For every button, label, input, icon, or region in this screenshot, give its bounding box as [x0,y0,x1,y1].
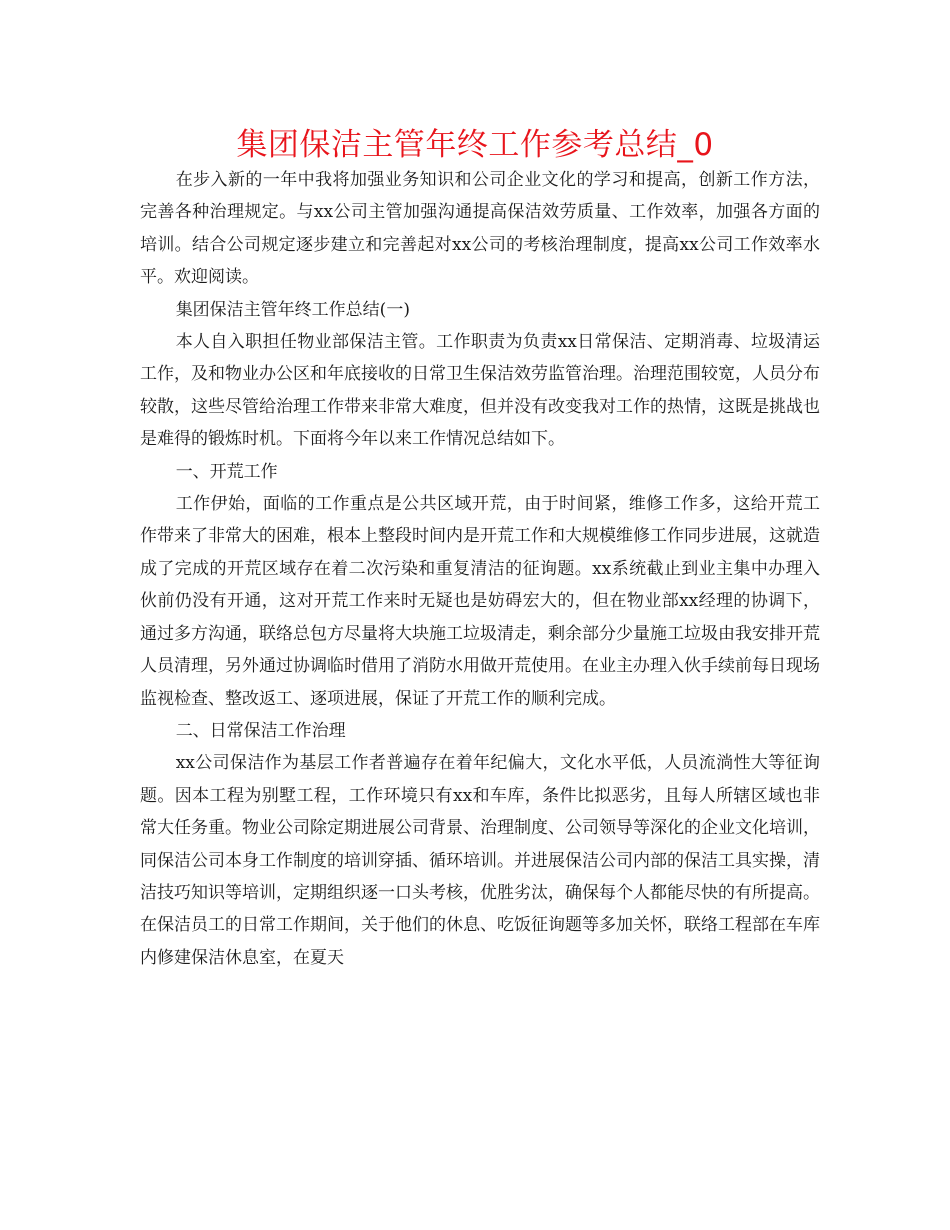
document-title: 集团保洁主管年终工作参考总结_0 [236,127,714,163]
intro-paragraph: 在步入新的一年中我将加强业务知识和公司企业文化的学习和提高，创新工作方法，完善各种治理规定。与xx公司主管加强沟通提高保洁效劳质量、工作效率，加强各方面的培训。结合公司规定逐步建立和完善起对xx公司的考核治理制度，提高xx公司工作效率水平。欢迎阅读。 [140,170,820,288]
section-heading-summary-one: 集团保洁主管年终工作总结(一) [175,299,410,320]
body-paragraph: 工作伊始，面临的工作重点是公共区域开荒，由于时间紧，维修工作多，这给开荒工作带来了非常大的困难，根本上整段时间内是开荒工作和大规模维修工作同步进展，这就造成了完成的开荒区域存在着二次污染和重复清洁的征询题。xx系统截止到业主集中办理入伙前仍没有开通，这对开荒工作来时无疑也是妨碍宏大的，但在物业部xx经理的协调下，通过多方沟通，联络总包方尽量将大块施工垃圾清走，剩余部分少量施工垃圾由我安排开荒人员清理，另外通过协调临时借用了消防水用做开荒使用。在业主办理入伙手续前每日现场监视检查、整改返工、逐项进展，保证了开荒工作的顺利完成。 [140,494,820,709]
body-paragraph: 本人自入职担任物业部保洁主管。工作职责为负责xx日常保洁、定期消毒、垃圾清运工作，及和物业办公区和年底接收的日常卫生保洁效劳监管治理。治理范围较宽，人员分布较散，这些尽管给治理工作带来非常大难度，但并没有改变我对工作的热情，这既是挑战也是难得的锻炼时机。下面将今年以来工作情况总结如下。 [140,332,820,450]
section-heading-land-clearing: 一、开荒工作 [175,461,278,482]
section-heading-daily-cleaning: 二、日常保洁工作治理 [175,720,346,741]
document-body [140,164,820,974]
body-paragraph: xx公司保洁作为基层工作者普遍存在着年纪偏大，文化水平低，人员流淌性大等征询题。因本工程为别墅工程，工作环境只有xx和车库，条件比拟恶劣，且每人所辖区域也非常大任务重。物业公司除定期进展公司背景、治理制度、公司领导等深化的企业文化培训，同保洁公司本身工作制度的培训穿插、循环培训。并进展保洁公司内部的保洁工具实操，清洁技巧知识等培训，定期组织逐一口头考核，优胜劣汰，确保每个人都能尽快的有所提高。在保洁员工的日常工作期间，关于他们的休息、吃饭征询题等多加关怀，联络工程部在车库内修建保洁休息室，在夏天 [140,753,820,968]
